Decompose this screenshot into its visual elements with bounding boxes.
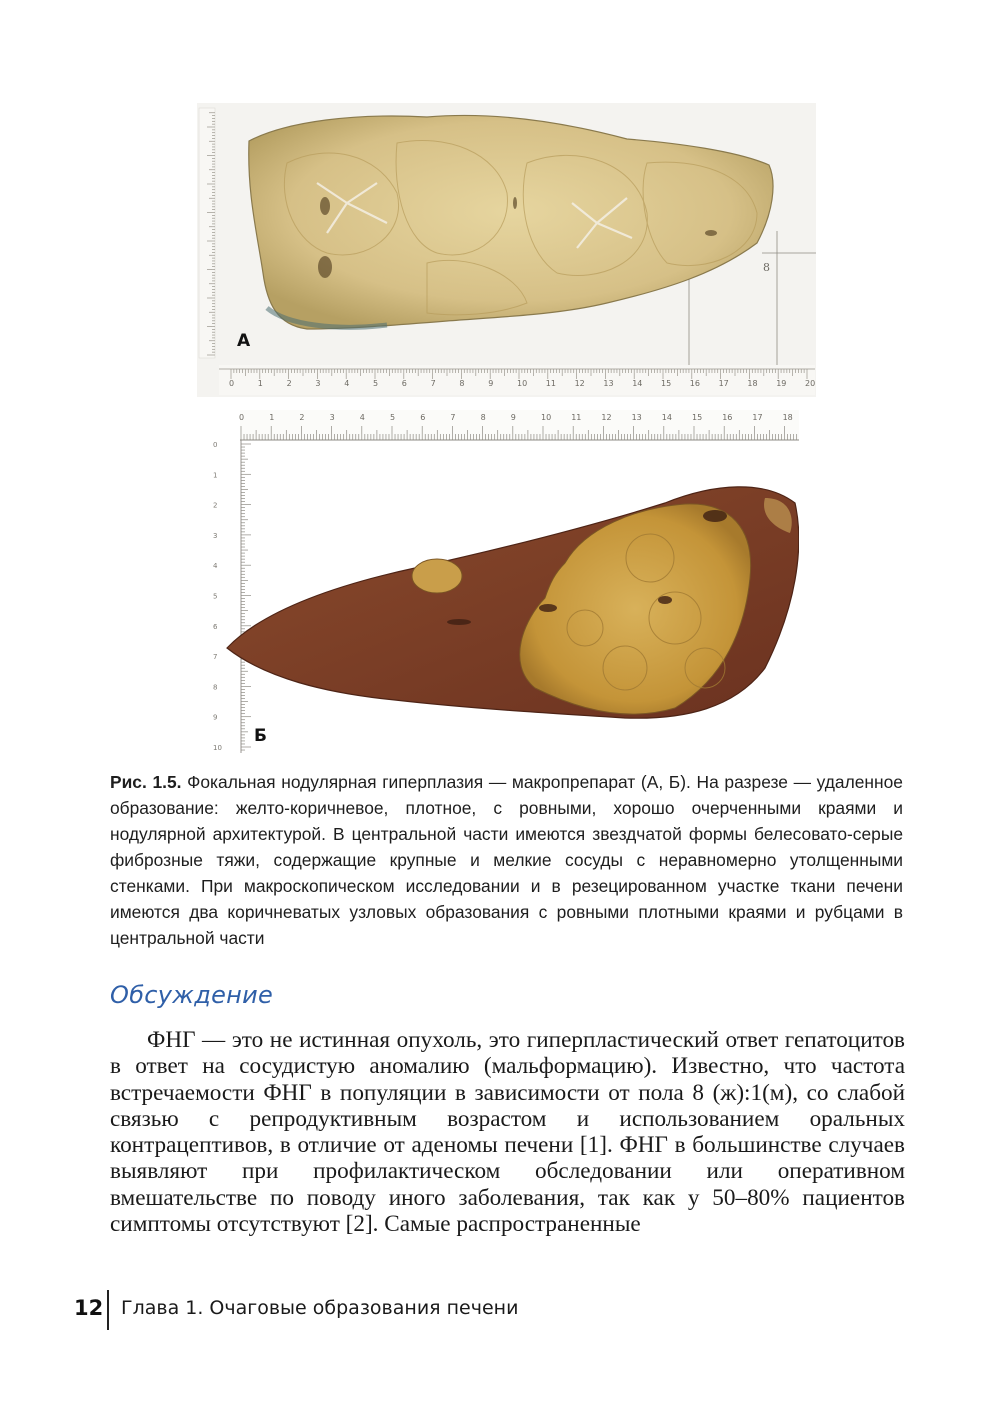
ruler-label: 7 (450, 413, 456, 422)
ruler-label: 8 (459, 379, 465, 388)
footer-divider (107, 1290, 109, 1330)
ruler-side-label: 10 (213, 744, 222, 752)
figure-caption-text: Фокальная нодулярная гиперплазия — макропрепарат (А, Б). На разрезе — удаленное образование: желто-коричневое, плотное, с ровными, хорошо очерченными краями и нодулярной архитектурой. В центральной части имеются звездчатой формы белесовато-серые фиброзные тяжи, содержащие крупные и мелкие сосуды с неравномерно утолщенными стенками. При макроскопическом исследовании и в резецированном участке ткани печени имеются два коричневатых узловых образования с ровными плотными краями и рубцами в центральной части (110, 772, 903, 948)
ruler-label: 0 (229, 379, 235, 388)
panel-label-b: Б (254, 726, 267, 746)
ruler-label: 18 (782, 413, 793, 422)
ruler-side-label: 3 (213, 531, 218, 540)
ruler-label: 12 (574, 379, 585, 388)
ruler-label: 13 (603, 379, 614, 388)
specimen-photo-b (205, 408, 799, 758)
ruler-label: 15 (692, 413, 703, 422)
ruler-label: 6 (401, 379, 407, 388)
ruler-label: 4 (359, 413, 365, 422)
ruler-side-label: 0 (213, 441, 218, 449)
ruler-label: 10 (541, 413, 552, 422)
ruler-side-label: 9 (213, 713, 218, 722)
ruler-label: 1 (269, 413, 275, 422)
ruler-side-label: 4 (213, 562, 218, 571)
body-paragraph: ФНГ — это не истинная опухоль, это гиперпластический ответ гепатоцитов в ответ на сосудистую аномалию (мальформацию). Известно, что частота встречаемости ФНГ в популяции в зависимости от пола 8 (ж):1(м), со слабой связью с репродуктивным возрастом и использованием оральных контрацептивов, в отличие от аденомы печени [1]. ФНГ в большинстве случаев выявляют при профилактическом обследовании или оперативном вмешательстве по поводу иного заболевания, так как у 50–80% пациентов симптомы отсутствуют [2]. Самые распространенные (110, 1027, 905, 1238)
ruler-label: 12 (601, 413, 612, 422)
figure-panel-b (205, 408, 799, 758)
ruler-label: 16 (689, 379, 700, 388)
ruler-label: 9 (488, 379, 494, 388)
figure-caption (110, 769, 903, 951)
ruler-side-label: 8 (213, 683, 218, 692)
ruler-label: 15 (661, 379, 672, 388)
ruler-side-label: 5 (213, 592, 218, 601)
marker-label-8: 8 (763, 261, 770, 274)
ruler-label: 2 (286, 379, 292, 388)
ruler-side-label: 7 (213, 653, 218, 662)
ruler-label: 3 (315, 379, 321, 388)
ruler-label: 19 (776, 379, 787, 388)
ruler-label: 2 (299, 413, 305, 422)
ruler-label: 9 (510, 413, 516, 422)
ruler-label: 14 (632, 379, 643, 388)
ruler-label: 17 (718, 379, 729, 388)
running-head: Глава 1. Очаговые образования печени (121, 1297, 519, 1319)
ruler-label: 8 (480, 413, 486, 422)
ruler-label: 1 (257, 379, 263, 388)
ruler-side-label: 2 (213, 501, 218, 510)
figure-panel-a (197, 103, 816, 397)
body-text (110, 1027, 905, 1237)
ruler-label: 0 (239, 413, 245, 422)
ruler-label: 5 (390, 413, 396, 422)
ruler-label: 11 (545, 379, 556, 388)
ruler-label: 18 (747, 379, 758, 388)
ruler-label: 14 (661, 413, 672, 422)
ruler-label: 16 (722, 413, 733, 422)
ruler-label: 13 (631, 413, 642, 422)
ruler-label: 11 (571, 413, 582, 422)
ruler-side-label: 1 (213, 471, 218, 480)
page-footer (0, 1290, 1000, 1330)
ruler-label: 7 (430, 379, 436, 388)
ruler-label: 4 (344, 379, 350, 388)
ruler-label: 3 (329, 413, 335, 422)
figure-label: Рис. 1.5. (110, 772, 182, 792)
ruler-label: 6 (420, 413, 426, 422)
ruler-label: 10 (517, 379, 528, 388)
panel-label-a: А (237, 331, 251, 351)
ruler-label: 20 (805, 379, 816, 388)
section-heading: Обсуждение (110, 981, 274, 1009)
specimen-photo-a (197, 103, 816, 397)
page-number: 12 (74, 1296, 104, 1320)
ruler-side-label: 6 (213, 622, 218, 631)
ruler-label: 17 (752, 413, 763, 422)
ruler-label: 5 (373, 379, 379, 388)
